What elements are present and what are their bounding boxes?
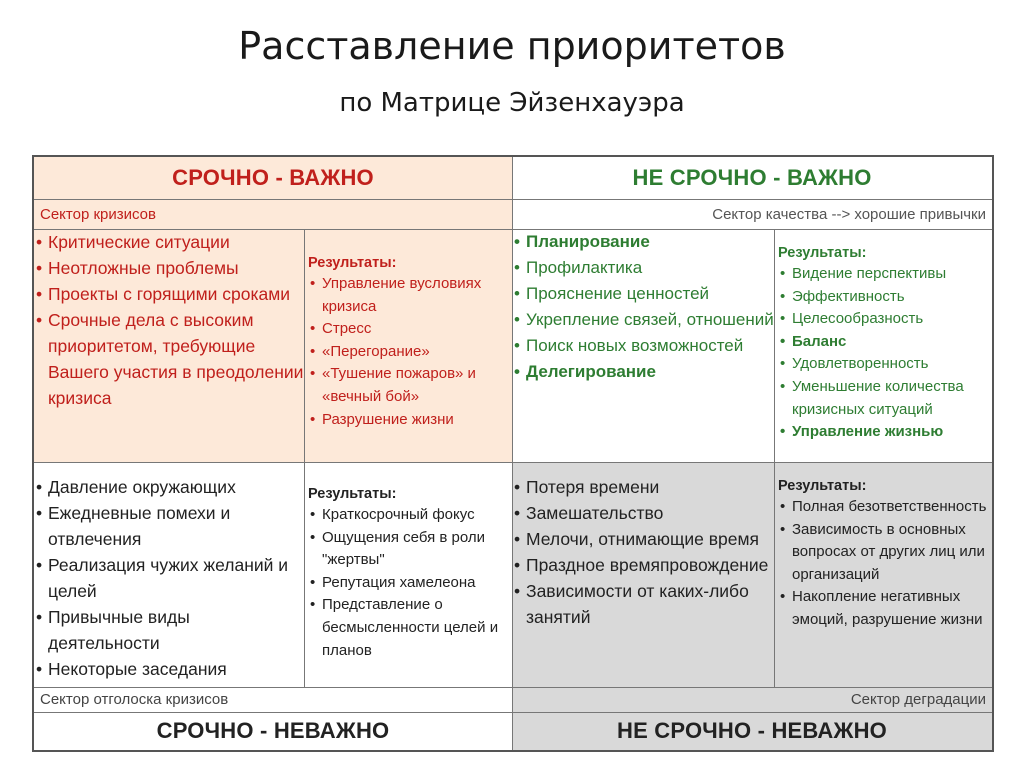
page-title: Расставление приоритетов [238, 24, 786, 68]
list-item: • Проекты с горящими сроками [34, 281, 304, 307]
header-divider [34, 199, 992, 200]
list-item: • Ежедневные помехи и отвлечения [34, 500, 304, 552]
list-item: • Полная безответственность [778, 496, 988, 519]
list-item: • Стресс [308, 318, 508, 341]
list-item: • Привычные виды деятельности [34, 604, 304, 656]
list-item: • Укрепление связей, отношений [512, 307, 774, 333]
q3-items-list [34, 462, 304, 682]
q3-header: СРОЧНО - НЕВАЖНО [156, 718, 390, 743]
list-item: • Потеря времени [512, 474, 774, 500]
q2-items-list [512, 229, 774, 385]
list-item: • Реализация чужих желаний и целей [34, 552, 304, 604]
list-item: • Мелочи, отнимающие время [512, 526, 774, 552]
sector-divider [34, 229, 992, 230]
list-item: • Праздное времяпровождение [512, 552, 774, 578]
list-item: • «Перегорание» [308, 341, 508, 364]
list-item: • Накопление негативных эмоций, разрушение жизни [778, 586, 988, 631]
list-item: • Делегирование [512, 359, 774, 385]
q1-items [34, 229, 304, 462]
q1-header: СРОЧНО - ВАЖНО [172, 165, 374, 190]
list-item: • Репутация хамелеона [308, 572, 508, 595]
list-item: • Уменьшение количества кризисных ситуаций [778, 376, 988, 421]
list-item: • Зависимости от каких-либо занятий [512, 578, 774, 630]
bottom-sector-divider [34, 687, 992, 688]
q4-results [774, 462, 992, 687]
q4-items-list [512, 462, 774, 630]
q1-sector-label: Сектор кризисов [40, 205, 156, 223]
q2-results-list [778, 263, 988, 444]
list-item: • «Тушение пожаров» и «вечный бой» [308, 363, 508, 408]
q4-items [512, 462, 774, 687]
list-item: • Эффективность [778, 286, 988, 309]
list-item: • Замешательство [512, 500, 774, 526]
list-item: • Поиск новых возможностей [512, 333, 774, 359]
middle-divider [34, 462, 992, 463]
q4-results-list [778, 496, 988, 632]
page-subtitle: по Матрице Эйзенхауэра [339, 88, 685, 118]
q2-items [512, 229, 774, 462]
q3-sector-label: Сектор отголоска кризисов [40, 691, 229, 708]
center-divider [512, 157, 513, 750]
list-item: • Прояснение ценностей [512, 281, 774, 307]
list-item: • Разрушение жизни [308, 409, 508, 432]
bottom-header-divider [34, 712, 992, 713]
q4-header: НЕ СРОЧНО - НЕВАЖНО [617, 718, 887, 743]
q3-items [34, 462, 304, 687]
right-column-divider [774, 229, 775, 687]
left-column-divider [304, 229, 305, 687]
list-item: • Управление вусловиях кризиса [308, 273, 508, 318]
list-item: • Удовлетворенность [778, 353, 988, 376]
results-label: Результаты: [778, 245, 867, 261]
q3-results-list [308, 504, 508, 662]
list-item: • Неотложные проблемы [34, 255, 304, 281]
list-item: • Краткосрочный фокус [308, 504, 508, 527]
list-item: • Планирование [512, 229, 774, 255]
list-item: • Баланс [778, 331, 988, 354]
list-item: • Целесообразность [778, 308, 988, 331]
eisenhower-matrix [32, 155, 994, 752]
results-label: Результаты: [308, 255, 397, 271]
list-item: • Давление окружающих [34, 474, 304, 500]
list-item: • Представление о бесмысленности целей и планов [308, 594, 508, 662]
results-label: Результаты: [308, 486, 397, 502]
q3-results [304, 462, 512, 687]
list-item: • Срочные дела с высоким приоритетом, требующие Вашего участия в преодолении кризиса [34, 307, 304, 411]
list-item: • Профилактика [512, 255, 774, 281]
list-item: • Критические ситуации [34, 229, 304, 255]
q2-header: НЕ СРОЧНО - ВАЖНО [632, 165, 872, 190]
q2-results [774, 229, 992, 462]
list-item: • Некоторые заседания [34, 656, 304, 682]
q1-results-list [308, 273, 508, 431]
q4-sector-label: Сектор деградации [850, 691, 986, 708]
list-item: • Зависимость в основных вопросах от других лиц или организаций [778, 519, 988, 587]
q2-sector-label: Сектор качества --> хорошие привычки [712, 205, 986, 223]
list-item: • Ощущения себя в роли "жертвы" [308, 527, 508, 572]
q1-items-list [34, 229, 304, 411]
q1-results [304, 229, 512, 462]
results-label: Результаты: [778, 478, 867, 494]
list-item: • Управление жизнью [778, 421, 988, 444]
list-item: • Видение перспективы [778, 263, 988, 286]
